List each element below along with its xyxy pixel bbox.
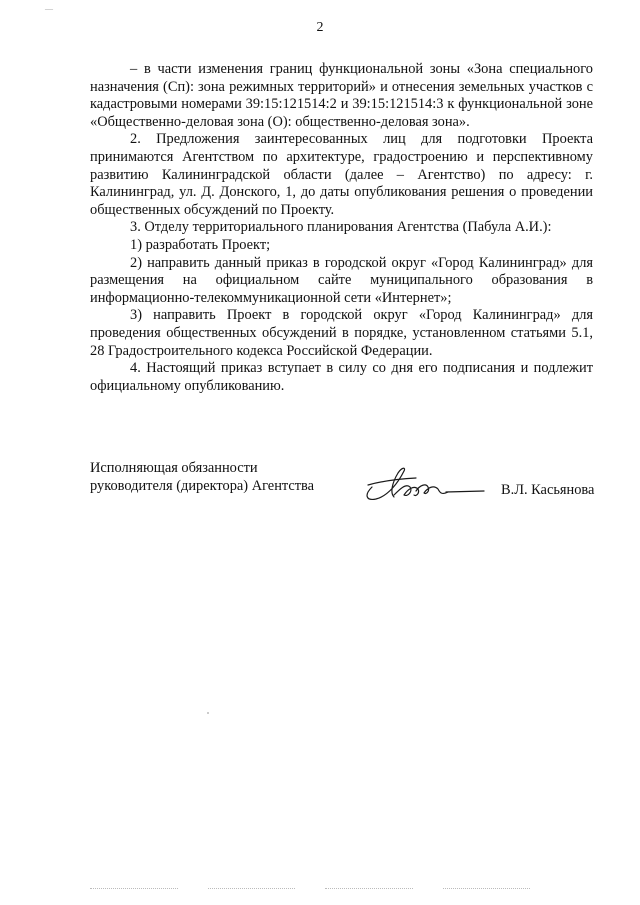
- signatory-title-line-2: руководителя (директора) Агентства: [90, 478, 315, 494]
- paragraph-send-project: 3) направить Проект в городской округ «Город Калининград» для проведения общественных обсуждений в порядке, установленном статьями 5.1, 28 Градостроительного кодекса Российской Федерации.: [90, 307, 593, 359]
- signature-block: [90, 459, 600, 509]
- handwritten-signature: [358, 461, 488, 512]
- signatory-title-line-1: Исполняющая обязанности: [90, 460, 258, 476]
- paragraph-zone-change: – в части изменения границ функциональной зоны «Зона специального назначения (Сп): зона режимных территорий» и отнесения земельных участков с кадастровыми номерами 39:15:121514:2 и 39:15:121514:3 к функциональной зоне «Общественно-деловая зона (О): общественно-деловая зона».: [90, 61, 593, 130]
- paragraph-proposals: 2. Предложения заинтересованных лиц для подготовки Проекта принимаются Агентством по архитектуре, градостроению и перспективному развитию Калининградской области (далее – Агентство) по адресу: г. Калининград, ул. Д. Донского, 1, до даты опубликования решения о проведении общественных обсуждений по Проекту.: [90, 131, 593, 218]
- paragraph-effective-date: 4. Настоящий приказ вступает в силу со дня его подписания и подлежит официальному опубликованию.: [90, 360, 593, 394]
- signatory-title: [90, 459, 314, 495]
- footer-mark: [208, 888, 296, 890]
- signatory-name: В.Л. Касьянова: [501, 482, 595, 498]
- page-number: 2: [316, 20, 324, 35]
- scan-speck: [207, 712, 209, 714]
- footer-mark: [325, 888, 413, 890]
- footer-mark: [443, 888, 531, 890]
- paragraph-department-order: 3. Отделу территориального планирования Агентства (Пабула А.И.):: [130, 219, 552, 236]
- document-body: [90, 61, 593, 395]
- footer-mark: [90, 888, 178, 890]
- paragraph-develop-project: 1) разработать Проект;: [130, 236, 271, 253]
- paragraph-send-order: 2) направить данный приказ в городской округ «Город Калининград» для размещения на официальном сайте муниципального образования в информационно-телекоммуникационной сети «Интернет»;: [90, 254, 593, 306]
- scan-footer-marks: [90, 888, 530, 894]
- scan-corner-mark: —: [45, 4, 53, 13]
